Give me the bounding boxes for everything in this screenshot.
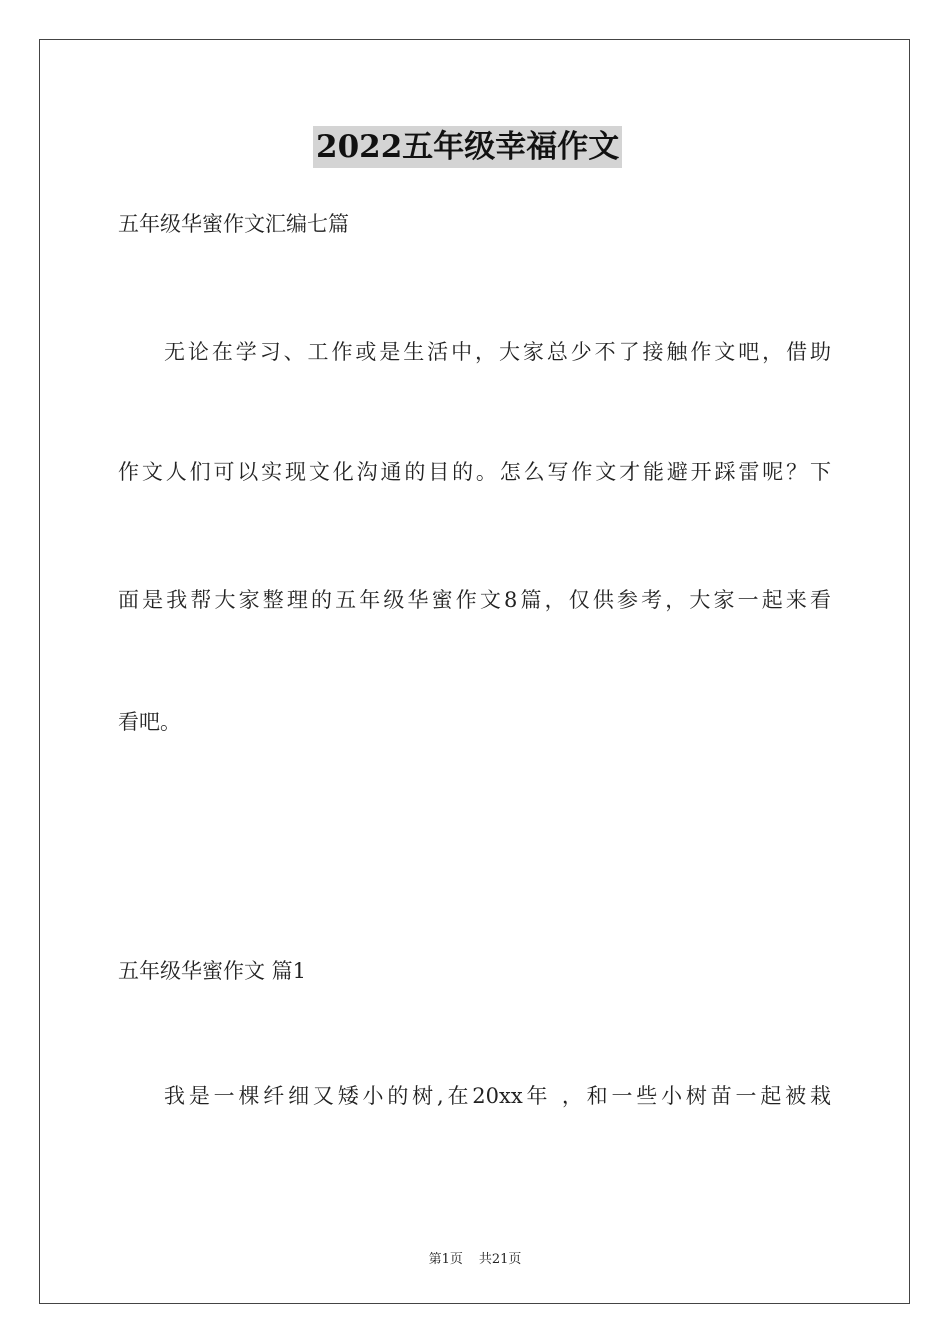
paragraph-line: 我是一棵纤细又矮小的树,在20xx年 ，和一些小树苗一起被栽 — [164, 1084, 831, 1108]
document-title: 2022五年级幸福作文 — [313, 126, 622, 168]
page-footer — [0, 1248, 950, 1267]
paragraph-line: 面是我帮大家整理的五年级华蜜作文8篇，仅供参考，大家一起来看 — [118, 588, 831, 612]
paragraph-line: 无论在学习、工作或是生活中，大家总少不了接触作文吧，借助 — [164, 340, 831, 364]
collection-heading: 五年级华蜜作文汇编七篇 — [118, 212, 349, 236]
page-number: 第1页 — [428, 1252, 463, 1267]
paragraph-line: 作文人们可以实现文化沟通的目的。怎么写作文才能避开踩雷呢？下 — [118, 460, 831, 484]
page-total: 共21页 — [478, 1252, 522, 1267]
section-heading: 五年级华蜜作文 篇1 — [118, 959, 307, 983]
paragraph-line: 看吧。 — [118, 710, 181, 734]
